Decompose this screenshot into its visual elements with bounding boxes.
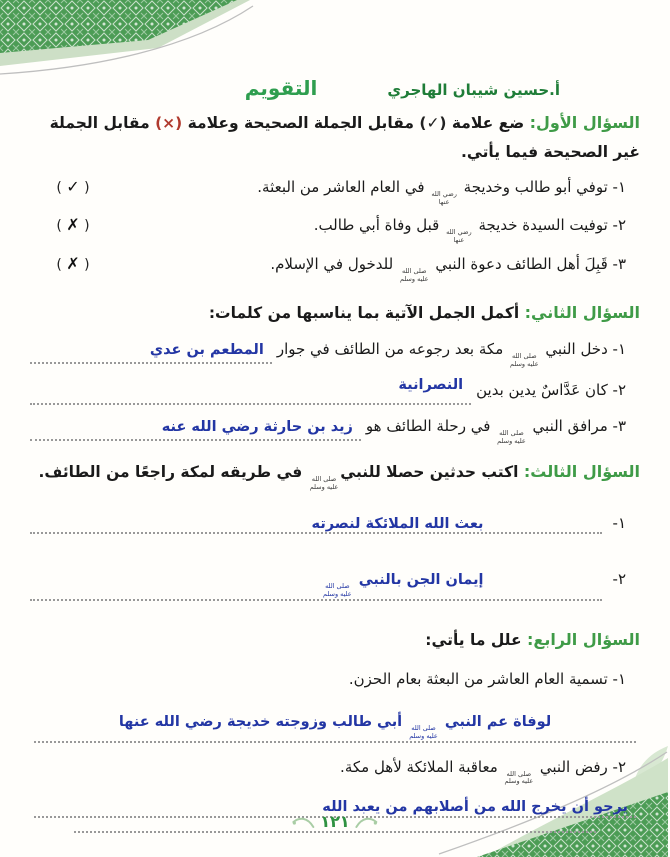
handwritten-answer: المطعم بن عدي [149,342,264,359]
q3-label: السؤال الثالث: [523,462,640,482]
q4-label: السؤال الرابع: [526,629,640,649]
left-flourish-icon [291,813,315,831]
item-number: ٢- [612,570,626,589]
item-number: ١- [612,514,626,533]
pbuh-honorific: صلى الله عليه وسلم [309,475,339,492]
tf-answer-mark-check: ( ✓ ) [56,176,90,196]
raa-honorific: رضي الله عنها [431,189,457,206]
pbuh-honorific: صلى الله عليه وسلم [323,582,352,598]
answer-blank [30,414,361,441]
reason-question-2: ٢- رفض النبي صلى الله عليه وسلم معاقبة الملائكة لأهل مكة. [340,757,626,786]
handwritten-answer: يرجو أن يخرج الله من أصلابهم من يعبد الله [322,799,628,816]
fill-text: ٣- مرافق النبي صلى الله عليه وسلم في رحلة الطائف هو [365,416,626,445]
event-answer-2 [30,570,640,601]
tf-statement: ٣- قَبِلَ أهل الطائف دعوة النبي صلى الله عليه وسلم للدخول في الإسلام. [270,255,626,283]
true-false-item-3 [30,252,640,284]
check-symbol: (✓) [419,114,447,132]
handwritten-answer: بعث الله الملائكة لنصرته [311,516,484,533]
handwritten-answer: النصرانية [398,376,464,393]
page-number-ornament [291,812,378,831]
tf-answer-mark-cross: ( ✗ ) [56,215,90,235]
true-false-item-1 [30,175,640,207]
fill-item-3 [30,414,640,446]
event-answer-1 [30,514,640,534]
pbuh-honorific: صلى الله عليه وسلم [504,769,534,786]
q4-instruction: السؤال الرابع: علل ما يأتي: [425,629,640,649]
answer-blank [30,337,272,364]
fill-text: ١- دخل النبي صلى الله عليه وسلم مكة بعد رجوعه من الطائف في جوار [276,340,626,368]
reason-question-1: ١- تسمية العام العاشر من البعثة بعام الحزن. [348,670,626,689]
pbuh-honorific: صلى الله عليه وسلم [510,352,539,368]
answer-blank [30,378,471,405]
q1-instr-part1: ضع علامة [446,114,530,132]
q2-section [30,298,640,446]
tf-statement: ٢- توفيت السيدة خديجة رضي الله عنها قبل وفاة أبي طالب. [313,216,626,245]
handwritten-answer: لوفاة عم النبي صلى الله عليه وسلم أبي طالب وزوجته خديجة رضي الله عنها [118,714,552,740]
page-title: التقويم [244,76,318,100]
cross-symbol: (×) [155,114,183,132]
q1-instruction [30,108,640,168]
q2-label: السؤال الثاني: [524,302,640,322]
answer-line-1 [34,711,636,743]
page-number: ١٢١ [320,812,350,831]
tf-statement: ١- توفي أبو طالب وخديجة رضي الله عنها في العام العاشر من البعثة. [257,177,626,206]
pbuh-honorific: صلى الله عليه وسلم [409,724,438,740]
raa-honorific: رضي الله عنها [446,228,472,245]
fill-item-2 [30,378,640,405]
handwritten-answer: زيد بن حارثة رضي الله عنه [161,418,353,435]
right-flourish-icon [355,813,379,831]
q1-label: السؤال الأول: [529,113,640,132]
header [30,76,640,100]
q3-instruction: السؤال الثالث: اكتب حدثين حصلا للنبي صلى الله عليه وسلم في طريقه لمكة راجعًا من الطائف. [38,462,640,492]
fill-text: ٢- كان عَدَّاسٌ يدين بدين [476,380,626,399]
pbuh-honorific: صلى الله عليه وسلم [497,428,526,445]
cross-mark-icon: ✗ [66,254,80,274]
teacher-name: أ.حسين شيبان الهاجري [387,81,560,99]
tf-answer-mark-cross: ( ✗ ) [56,254,90,274]
handwritten-answer: إيمان الجن بالنبي صلى الله عليه وسلم [323,572,484,598]
check-mark-icon: ✓ [66,176,80,196]
q3-section [30,457,640,600]
q2-instruction: السؤال الثاني: أكمل الجمل الآتية بما يناسبها من كلمات: [208,302,640,322]
q1-instr-part3: مقابل الجملة غير الصحيحة فيما يأتي. [49,114,640,162]
fill-item-1 [30,337,640,369]
true-false-item-2 [30,213,640,245]
answer-blank [30,514,602,534]
cross-mark-icon: ✗ [66,215,80,235]
pbuh-honorific: صلى الله عليه وسلم [399,267,429,283]
q4-section [30,625,640,834]
q1-instr-part2: مقابل الجملة الصحيحة وعلامة [182,114,420,132]
answer-blank [30,570,602,601]
